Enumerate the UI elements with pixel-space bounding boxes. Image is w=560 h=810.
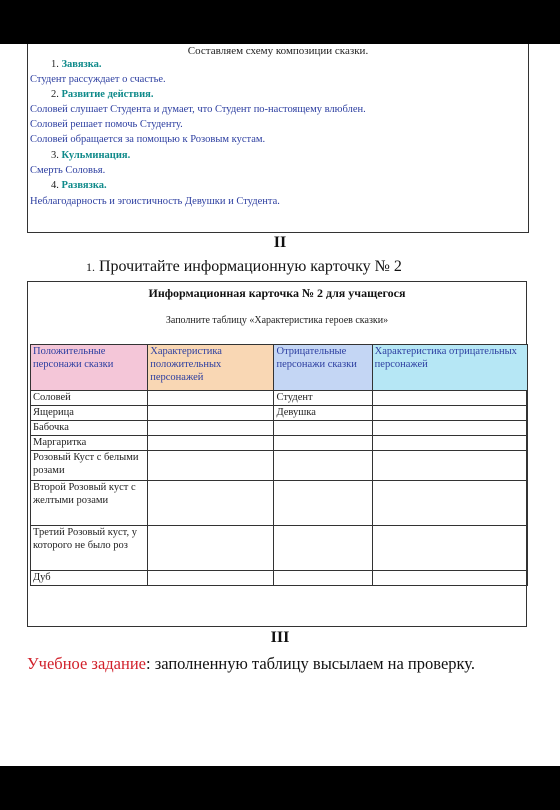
scheme-title: Составляем схему композиции сказки. — [187, 45, 369, 57]
learning-task — [27, 652, 487, 676]
table-cell: Девушка — [274, 406, 372, 421]
table-cell[interactable] — [274, 436, 372, 451]
scheme-item-4-line: Неблагодарность и эгоистичность Девушки и Студента. — [30, 196, 280, 207]
table-row — [31, 421, 528, 436]
table-cell[interactable] — [148, 526, 274, 571]
scheme-item-3-heading: 3. Кульминация. — [51, 150, 131, 161]
scheme-item-3-line: Смерть Соловья. — [30, 165, 106, 176]
card-subtitle: Заполните таблицу «Характеристика героев сказки» — [165, 315, 389, 326]
table-cell: Третий Розовый куст, у которого не было роз — [31, 526, 148, 571]
header-negative-traits: Характеристика отрицательных персонажей — [372, 345, 527, 391]
table-row — [31, 406, 528, 421]
scheme-item-1-heading: 1. Завязка. — [51, 59, 102, 70]
table-cell[interactable] — [372, 451, 527, 481]
table-cell[interactable] — [148, 436, 274, 451]
table-cell[interactable] — [148, 451, 274, 481]
table-row — [31, 481, 528, 526]
table-cell[interactable] — [372, 421, 527, 436]
table-row — [31, 526, 528, 571]
header-negative-characters: Отрицательные персонажи сказки — [274, 345, 372, 391]
scheme-item-4-heading: 4. Развязка. — [51, 180, 107, 191]
table-cell: Студент — [274, 391, 372, 406]
table-cell[interactable] — [372, 481, 527, 526]
table-cell[interactable] — [148, 481, 274, 526]
table-row — [31, 571, 528, 586]
table-cell[interactable] — [274, 481, 372, 526]
composition-scheme-box — [27, 44, 529, 233]
table-cell[interactable] — [274, 526, 372, 571]
top-black-bar — [0, 0, 560, 44]
table-cell[interactable] — [148, 406, 274, 421]
table-cell[interactable] — [372, 571, 527, 586]
table-cell[interactable] — [372, 391, 527, 406]
table-row — [31, 436, 528, 451]
table-cell: Бабочка — [31, 421, 148, 436]
section-3-heading: III — [270, 629, 290, 646]
table-cell: Дуб — [31, 571, 148, 586]
table-cell: Соловей — [31, 391, 148, 406]
scheme-item-2-line: Соловей решает помочь Студенту. — [30, 119, 183, 130]
bottom-black-bar — [0, 766, 560, 810]
table-cell[interactable] — [148, 571, 274, 586]
table-cell[interactable] — [372, 436, 527, 451]
table-cell: Маргаритка — [31, 436, 148, 451]
info-card — [27, 281, 527, 627]
table-cell: Розовый Куст с белыми розами — [31, 451, 148, 481]
heroes-table — [30, 344, 528, 586]
table-cell[interactable] — [372, 406, 527, 421]
learning-task-text: : заполненную таблицу высылаем на проверку. — [145, 654, 476, 673]
table-cell[interactable] — [372, 526, 527, 571]
scheme-item-2-line: Соловей слушает Студента и думает, что Студент по-настоящему влюблен. — [30, 104, 366, 115]
table-cell[interactable] — [274, 571, 372, 586]
table-cell[interactable] — [274, 421, 372, 436]
task-instruction: 1. Прочитайте информационную карточку № 2 — [86, 258, 402, 275]
scheme-item-2-heading: 2. Развитие действия. — [51, 89, 154, 100]
table-row — [31, 391, 528, 406]
table-cell[interactable] — [274, 451, 372, 481]
table-cell: Ящерица — [31, 406, 148, 421]
table-cell: Второй Розовый куст с желтыми розами — [31, 481, 148, 526]
learning-task-label: Учебное задание — [27, 654, 146, 673]
section-2-heading: II — [273, 234, 287, 251]
card-title: Информационная карточка № 2 для учащегося — [148, 286, 406, 300]
scheme-item-1-line: Студент рассуждает о счастье. — [30, 74, 166, 85]
header-positive-characters: Положительные персонажи сказки — [31, 345, 148, 391]
table-header-row — [31, 345, 528, 391]
table-cell[interactable] — [148, 391, 274, 406]
table-cell[interactable] — [148, 421, 274, 436]
document-page — [0, 44, 560, 766]
scheme-item-2-line: Соловей обращается за помощью к Розовым кустам. — [30, 134, 266, 145]
table-row — [31, 451, 528, 481]
header-positive-traits: Характеристика положительных персонажей — [148, 345, 274, 391]
